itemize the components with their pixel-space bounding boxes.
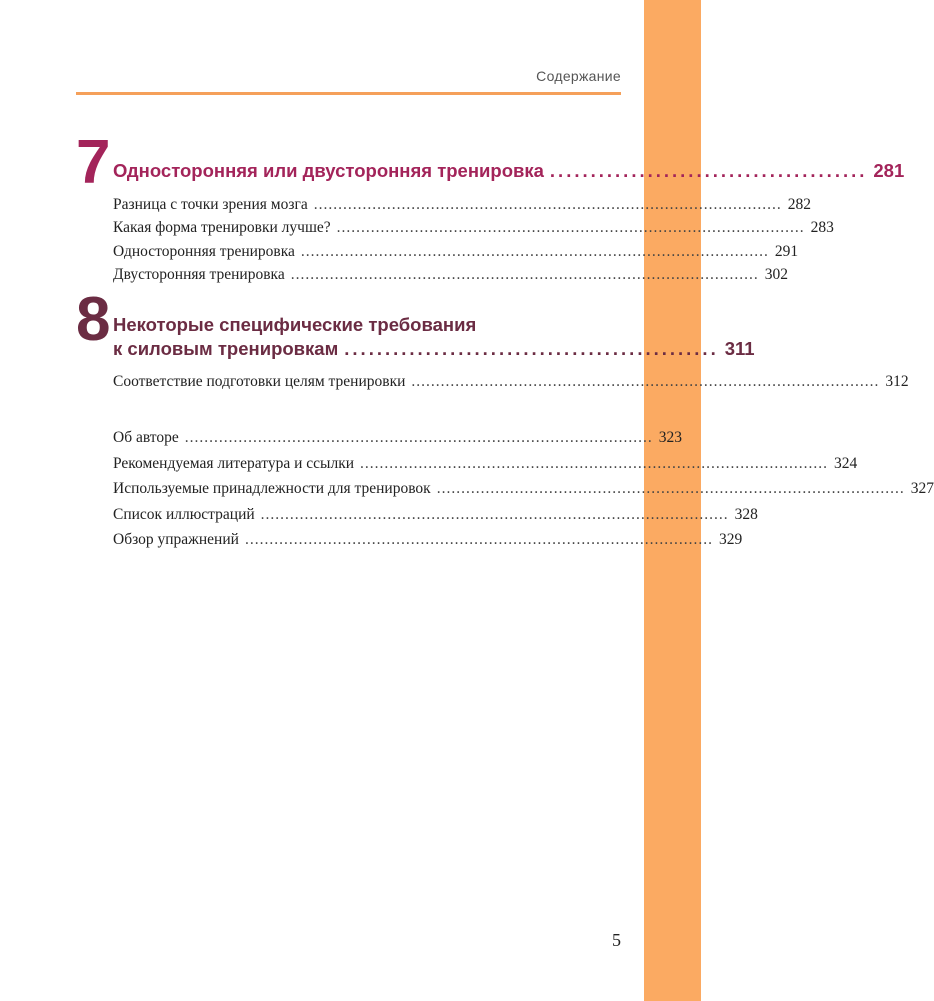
dot-leader: ................................................................................................ bbox=[260, 505, 729, 523]
toc-entry[interactable] bbox=[113, 263, 788, 286]
chapter-number: 8 bbox=[76, 285, 111, 354]
dot-leader: ................................................................................................ bbox=[411, 373, 880, 390]
chapter-number: 7 bbox=[76, 128, 111, 197]
entry-page: 328 bbox=[734, 505, 758, 523]
entry-page: 323 bbox=[658, 429, 682, 446]
toc-entry[interactable] bbox=[113, 240, 799, 263]
dot-leader: ................................................................................................ bbox=[336, 219, 805, 237]
toc-entry[interactable] bbox=[113, 370, 909, 393]
entry-title: Обзор упражнений bbox=[113, 531, 239, 549]
page-number: 5 bbox=[612, 930, 621, 950]
chapter-8 bbox=[76, 285, 755, 417]
dot-leader: ................................................................................................ bbox=[244, 531, 713, 549]
dot-leader: ................................................................................................ bbox=[290, 265, 759, 283]
dot-leader: ................................................................................................ bbox=[184, 429, 653, 446]
chapter-title-line2: к силовым тренировкам bbox=[113, 338, 339, 359]
entry-title: Разница с точки зрения мозга bbox=[113, 196, 308, 213]
dot-leader: ....................................... bbox=[549, 160, 868, 181]
chapter-page: 311 bbox=[724, 338, 755, 359]
entry-page: 327 bbox=[910, 480, 934, 498]
chapter-8-entries bbox=[113, 370, 909, 393]
toc-entry[interactable] bbox=[113, 216, 834, 239]
entry-page: 302 bbox=[764, 265, 788, 283]
entry-title: Какая форма тренировки лучше? bbox=[113, 219, 331, 237]
running-header: Содержание bbox=[536, 68, 621, 84]
toc-entry[interactable] bbox=[113, 193, 811, 216]
entry-title: Двусторонняя тренировка bbox=[113, 265, 285, 283]
entry-page: 312 bbox=[885, 373, 909, 390]
chapter-title-line1: Некоторые специфические требования bbox=[113, 314, 477, 335]
entry-title: Об авторе bbox=[113, 429, 179, 446]
chapter-title-row[interactable] bbox=[113, 159, 905, 183]
chapter-title-row bbox=[113, 337, 755, 361]
entry-title: Односторонняя тренировка bbox=[113, 242, 295, 260]
chapter-7-entries bbox=[113, 193, 834, 286]
back-matter-entries bbox=[113, 425, 934, 553]
entry-page: 291 bbox=[774, 242, 799, 260]
dot-leader: ................................................................................................ bbox=[360, 454, 829, 472]
entry-title: Список иллюстраций bbox=[113, 505, 255, 523]
toc-entry[interactable] bbox=[113, 502, 758, 528]
toc-entry[interactable] bbox=[113, 425, 682, 451]
chapter-title: Односторонняя или двусторонняя тренировка bbox=[113, 160, 544, 181]
entry-title: Соответствие подготовки целям тренировки bbox=[113, 373, 406, 390]
dot-leader: ................................................................................................ bbox=[300, 242, 769, 260]
header-divider bbox=[76, 92, 621, 95]
entry-page: 329 bbox=[718, 531, 743, 549]
chapter-page: 281 bbox=[873, 160, 905, 181]
chapter-title-block[interactable] bbox=[113, 313, 755, 361]
entry-page: 324 bbox=[834, 454, 858, 472]
dot-leader: ................................................................................................ bbox=[436, 480, 905, 498]
toc-entry[interactable] bbox=[113, 476, 934, 502]
dot-leader: ................................................................................................ bbox=[313, 196, 782, 213]
toc-entry[interactable] bbox=[113, 451, 858, 477]
entry-title: Рекомендуемая литература и ссылки bbox=[113, 454, 355, 472]
dot-leader: .............................................. bbox=[344, 338, 719, 359]
entry-title: Используемые принадлежности для тренировок bbox=[113, 480, 431, 498]
entry-page: 283 bbox=[810, 219, 834, 237]
toc-entry[interactable] bbox=[113, 527, 743, 553]
entry-page: 282 bbox=[787, 196, 811, 213]
